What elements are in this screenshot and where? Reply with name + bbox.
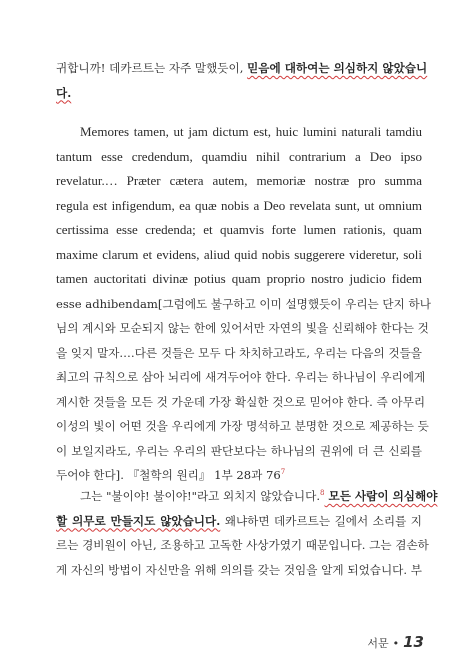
text-line: 을 잊지 말자.…다른 것들은 모두 다 차치하고라도, 우리는 다음의 것들을 bbox=[56, 345, 422, 360]
text-line: 이 보일지라도, 우리는 우리의 판단보다는 하나님의 권위에 더 큰 신뢰를 bbox=[56, 443, 422, 458]
text-line: 게 자신의 방법이 자신만을 위해 의의를 갖는 것임을 알게 되었습니다. 부 bbox=[56, 562, 422, 577]
text-line: 할 의무로 만들지도 않았습니다. 왜냐하면 데카르트는 길에서 소리를 지 bbox=[56, 513, 422, 528]
text-line: 이성의 빛이 어떤 것을 우리에게 가장 명석하고 분명한 것으로 제공하는 듯 bbox=[56, 419, 429, 433]
emphasized-text: 모든 사람이 의심해야 bbox=[324, 489, 438, 503]
text-line: 계시한 것들을 모든 것 가운데 가장 확실한 것으로 믿어야 한다. 즉 아무리 bbox=[56, 394, 426, 409]
emphasized-text: 믿음에 대하여는 의심하지 않았습니 bbox=[247, 61, 428, 75]
text-line: maxime clarum et evidens, aliud quid nobis suggerere videretur, soli bbox=[56, 246, 422, 262]
emphasized-text: 할 의무로 만들지도 않았습니다. bbox=[56, 513, 221, 528]
page-footer bbox=[367, 633, 424, 651]
text-line: 님의 계시와 모순되지 않는 한에 있어서만 자연의 빛을 신뢰해야 한다는 것 bbox=[56, 321, 429, 335]
section-title: 서문 bbox=[367, 637, 389, 650]
footer-separator: • bbox=[392, 637, 400, 650]
footnote-marker[interactable]: 7 bbox=[280, 468, 286, 477]
text-line: regula est infigendum, ea quæ nobis a Deo revelata sunt, ut omnium bbox=[56, 197, 422, 213]
text-line: 두어야 한다]. 『철학의 원리』 1부 28과 76$^7$ bbox=[56, 468, 286, 482]
paragraph-3 bbox=[56, 484, 438, 582]
footnote-marker[interactable]: 8 bbox=[320, 489, 325, 498]
page-number: 13 bbox=[403, 633, 424, 651]
text-line: 그는 "불이야! 불이야!"라고 외치지 않았습니다.$^8$ 모든 사람이 의심해야 bbox=[80, 489, 438, 503]
text-line: 귀합니까! 데카르트는 자주 말했듯이, 믿음에 대하여는 의심하지 않았습니 bbox=[56, 61, 428, 75]
text-line: 르는 경비원이 아닌, 조용하고 고독한 사상가였기 때문입니다. 그는 겸손하 bbox=[56, 538, 429, 552]
paragraph-1 bbox=[56, 56, 428, 105]
text-line: tamen auctoritati divinæ potius quam proprio nostro judicio fidem bbox=[56, 271, 422, 286]
text-line: 최고의 규칙으로 삼아 뇌리에 새겨두어야 한다. 우리는 하나님이 우리에게 bbox=[56, 370, 426, 384]
text-line: tantum esse credendum, quamdiu nihil contrarium a Deo ipso bbox=[56, 148, 422, 164]
paragraph-2-quotation bbox=[56, 120, 431, 488]
text-line bbox=[56, 81, 422, 106]
emphasized-text: 다. bbox=[56, 85, 72, 100]
text-line: Memores tamen, ut jam dictum est, huic lumini naturali tamdiu bbox=[80, 124, 422, 139]
text-line: certissima esse credenda; et quamvis forte lumen rationis, quam bbox=[56, 222, 422, 237]
text-line: esse adhibendam[그럼에도 불구하고 이미 설명했듯이 우리는 단지 하나 bbox=[56, 296, 431, 311]
text-line: revelatur.… Præter cætera autem, memoriæ nostræ pro summa bbox=[56, 173, 422, 188]
